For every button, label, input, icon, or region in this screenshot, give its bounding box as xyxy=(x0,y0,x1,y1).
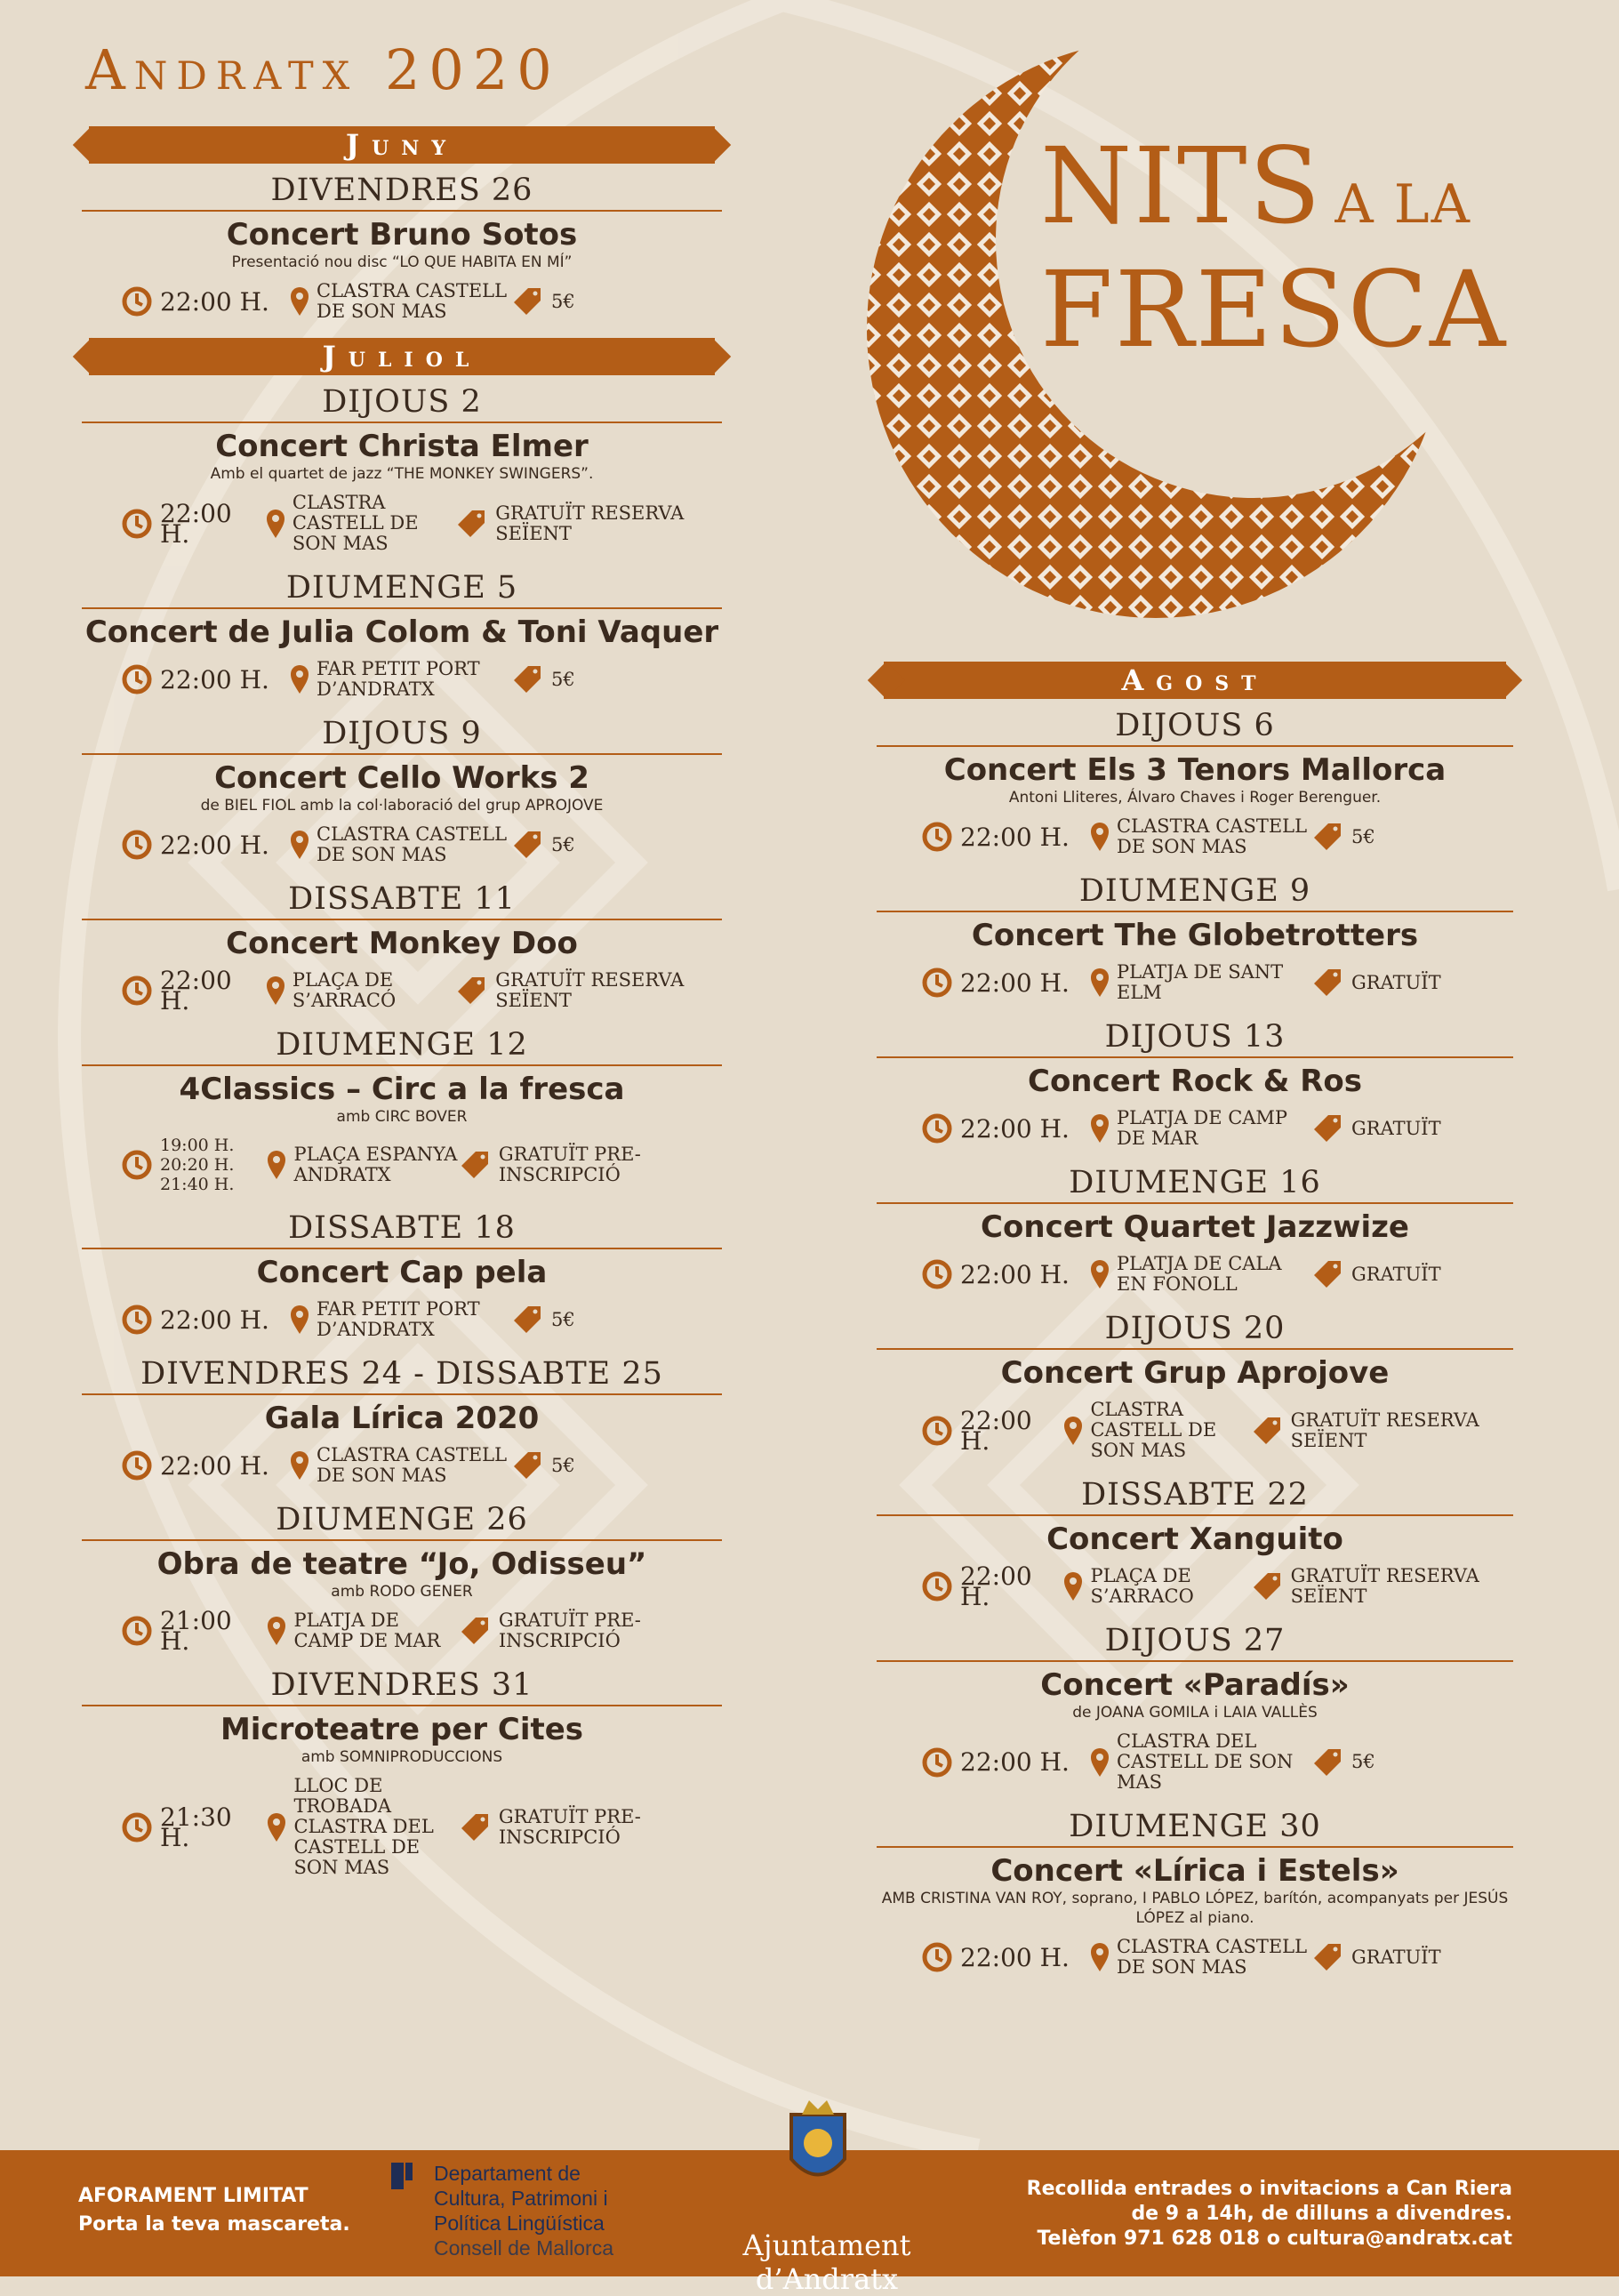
event-place: CLASTRA CASTELL DE SON MAS xyxy=(1090,1399,1217,1461)
event-entry xyxy=(82,173,722,322)
clock-icon xyxy=(921,1415,953,1447)
event-place: PLAÇA DE S’ARRACO xyxy=(1090,1565,1194,1607)
event-date: DIJOUS 20 xyxy=(877,1311,1513,1350)
event-date: DIJOUS 9 xyxy=(82,716,722,755)
event-time: 22:00 H. xyxy=(960,1259,1070,1289)
event-subtitle: AMB CRISTINA VAN ROY, soprano, I PABLO LÓPEZ, barítón, acompanyats per JESÚS LÓPEZ al piano. xyxy=(881,1890,1509,1927)
location-pin-icon xyxy=(1063,1571,1083,1602)
event-details xyxy=(82,1606,722,1656)
event-details xyxy=(877,1561,1513,1611)
event-name: Concert Xanguito xyxy=(1046,1521,1343,1557)
location-pin-icon xyxy=(1090,1942,1110,1972)
clock-icon xyxy=(921,1112,953,1144)
tag-icon xyxy=(460,1616,492,1646)
tag-icon xyxy=(512,830,544,860)
event-date: DIUMENGE 26 xyxy=(82,1502,722,1541)
event-place: LLOC DE TROBADA CLASTRA DEL CASTELL DE SON MAS xyxy=(293,1775,434,1878)
dept-line-3: Política Lingüística xyxy=(434,2212,605,2235)
event-date: DIUMENGE 5 xyxy=(82,570,722,609)
event-details xyxy=(82,824,722,865)
event-entry xyxy=(82,384,722,554)
event-place: CLASTRA DEL CASTELL DE SON MAS xyxy=(1117,1730,1294,1793)
event-name: Concert «Paradís» xyxy=(1040,1667,1350,1703)
tag-icon xyxy=(1312,1113,1344,1144)
event-place: PLATJA DE SANT ELM xyxy=(1117,961,1284,1003)
event-price: 5€ xyxy=(551,290,575,312)
brand-word-nits: NITS xyxy=(1040,124,1323,247)
event-details xyxy=(82,281,722,322)
tag-icon xyxy=(512,664,544,694)
event-time: 22:00 H. xyxy=(960,1942,1070,1972)
event-price: GRATUÏT RESERVA SEÏENT xyxy=(495,969,685,1011)
month-banner: Juliol xyxy=(89,338,715,375)
left-column-program xyxy=(82,126,722,1894)
ajuntament-name: Ajuntament d’Andratx xyxy=(742,2228,911,2296)
clock-icon xyxy=(921,1258,953,1290)
event-date: DIVENDRES 26 xyxy=(82,173,722,212)
event-name: Concert «Lírica i Estels» xyxy=(990,1853,1399,1889)
month-banner: Juny xyxy=(89,126,715,164)
event-entry xyxy=(877,1809,1513,1978)
event-date: DIJOUS 6 xyxy=(877,708,1513,747)
event-date: DISSABTE 11 xyxy=(82,881,722,920)
location-pin-icon xyxy=(1090,967,1110,998)
event-entry xyxy=(877,1623,1513,1793)
event-name: Concert The Globetrotters xyxy=(971,918,1419,953)
clock-icon xyxy=(921,1941,953,1973)
event-name: Concert Bruno Sotos xyxy=(226,217,578,253)
event-time: 22:00 H. xyxy=(160,830,269,860)
event-details xyxy=(82,659,722,700)
event-details xyxy=(877,816,1513,857)
event-name: Concert de Julia Colom & Toni Vaquer xyxy=(84,614,719,650)
event-entry xyxy=(877,873,1513,1003)
event-subtitle: de BIEL FIOL amb la col·laboració del grup APROJOVE xyxy=(200,797,604,815)
event-time: 22:00 H. xyxy=(160,1450,269,1481)
event-name: 4Classics – Circ a la fresca xyxy=(179,1072,625,1107)
tickets-line-3: Telèfon 971 628 018 o cultura@andratx.cat xyxy=(1037,2228,1512,2250)
event-price: GRATUÏT RESERVA SEÏENT xyxy=(1290,1565,1479,1607)
location-pin-icon xyxy=(1090,1259,1110,1289)
location-pin-icon xyxy=(290,664,309,694)
event-price: 5€ xyxy=(551,1308,575,1330)
event-date: DIUMENGE 9 xyxy=(877,873,1513,912)
tag-icon xyxy=(460,1812,492,1842)
tag-icon xyxy=(460,1150,492,1180)
event-price: GRATUÏT xyxy=(1351,1946,1441,1968)
event-entry xyxy=(82,716,722,865)
event-details xyxy=(82,966,722,1016)
event-time: 22:00 H. xyxy=(160,664,269,694)
event-place: PLAÇA DE S’ARRACÓ xyxy=(292,969,397,1011)
event-time: 22:00 H. xyxy=(960,822,1070,852)
tag-icon xyxy=(1312,967,1344,998)
event-price: 5€ xyxy=(551,668,575,690)
capacity-limit-text: AFORAMENT LIMITAT xyxy=(78,2185,309,2207)
event-price: GRATUÏT RESERVA SEÏENT xyxy=(1290,1409,1479,1451)
event-details xyxy=(877,962,1513,1003)
event-entry xyxy=(82,1027,722,1194)
clock-icon xyxy=(921,967,953,999)
clock-icon xyxy=(121,508,153,540)
tag-icon xyxy=(1312,1942,1344,1972)
clock-icon xyxy=(921,1570,953,1602)
right-column-program xyxy=(877,662,1513,1994)
clock-icon xyxy=(121,1449,153,1481)
clock-icon xyxy=(921,821,953,853)
tag-icon xyxy=(512,1305,544,1335)
event-price: GRATUÏT PRE-INSCRIPCIÓ xyxy=(498,1805,641,1848)
event-name: Concert Christa Elmer xyxy=(215,429,589,464)
location-pin-icon xyxy=(290,1450,309,1481)
event-entry xyxy=(82,570,722,700)
event-price: GRATUÏT xyxy=(1351,1263,1441,1285)
event-place: CLASTRA CASTELL DE SON MAS xyxy=(1117,815,1308,857)
event-place: CLASTRA CASTELL DE SON MAS xyxy=(317,823,508,865)
event-time: 22:00 H. xyxy=(160,498,232,549)
event-time: 22:00 H. xyxy=(960,1747,1070,1777)
page-title: Andratx 2020 xyxy=(85,37,561,102)
location-pin-icon xyxy=(1090,822,1110,852)
event-name: Concert Rock & Ros xyxy=(1028,1064,1362,1099)
event-date: DIUMENGE 16 xyxy=(877,1165,1513,1204)
event-price: 5€ xyxy=(551,833,575,855)
tickets-info xyxy=(1027,2177,1512,2252)
event-place: CLASTRA CASTELL DE SON MAS xyxy=(1117,1936,1308,1978)
clock-icon xyxy=(121,663,153,695)
event-name: Concert Cap pela xyxy=(256,1255,548,1290)
event-date: DIUMENGE 12 xyxy=(82,1027,722,1066)
event-name: Concert Monkey Doo xyxy=(226,926,578,961)
event-entry xyxy=(877,1311,1513,1461)
clock-icon xyxy=(121,1149,153,1181)
location-pin-icon xyxy=(267,1616,286,1646)
event-price: GRATUÏT xyxy=(1351,971,1441,993)
dept-line-2: Cultura, Patrimoni i xyxy=(434,2187,608,2210)
location-pin-icon xyxy=(290,830,309,860)
location-pin-icon xyxy=(1090,1747,1110,1778)
event-place: FAR PETIT PORT D’ANDRATX xyxy=(317,658,480,700)
event-brand-title xyxy=(1040,124,1508,371)
event-name: Microteatre per Cites xyxy=(220,1712,584,1747)
footer-notice xyxy=(78,2182,350,2239)
event-price: GRATUÏT xyxy=(1351,1117,1441,1139)
event-entry xyxy=(877,1165,1513,1295)
brand-word-a-la: A LA xyxy=(1334,173,1471,236)
dept-line-1: Departament de xyxy=(434,2162,581,2185)
event-entry xyxy=(877,1019,1513,1149)
event-time: 22:00 H. xyxy=(960,1113,1070,1144)
event-place: FAR PETIT PORT D’ANDRATX xyxy=(317,1298,480,1340)
month-banner: Agost xyxy=(884,662,1506,699)
event-price: 5€ xyxy=(1351,1751,1375,1772)
andratx-coat-of-arms-icon xyxy=(782,2097,854,2195)
clock-icon xyxy=(121,1811,153,1843)
event-subtitle: Antoni Lliteres, Álvaro Chaves i Roger Berenguer. xyxy=(1008,789,1382,807)
event-time: 22:00 H. xyxy=(160,286,269,317)
event-date: DIJOUS 13 xyxy=(877,1019,1513,1058)
location-pin-icon xyxy=(290,1305,309,1335)
event-price: GRATUÏT PRE-INSCRIPCIÓ xyxy=(498,1610,641,1651)
event-subtitle: Amb el quartet de jazz “THE MONKEY SWINGERS”. xyxy=(210,465,594,483)
dept-line-4: Consell de Mallorca xyxy=(434,2236,613,2260)
event-name: Concert Cello Works 2 xyxy=(214,760,589,796)
event-place: CLASTRA CASTELL DE SON MAS xyxy=(292,492,419,554)
event-details xyxy=(877,1937,1513,1978)
event-date: DIJOUS 27 xyxy=(877,1623,1513,1662)
event-entry xyxy=(82,1667,722,1878)
event-place: PLAÇA ESPANYA ANDRATX xyxy=(293,1144,458,1185)
clock-icon xyxy=(121,285,153,317)
event-price: 5€ xyxy=(1351,825,1375,847)
mask-notice-text: Porta la teva mascareta. xyxy=(78,2213,350,2236)
event-subtitle: amb SOMNIPRODUCCIONS xyxy=(301,1748,503,1766)
event-subtitle: Presentació nou disc “LO QUE HABITA EN MÍ” xyxy=(231,253,573,271)
location-pin-icon xyxy=(267,1812,286,1842)
clock-icon xyxy=(121,975,153,1007)
event-time: 19:00 H. 20:20 H. 21:40 H. xyxy=(160,1136,235,1194)
tag-icon xyxy=(456,975,488,1006)
event-time: 22:00 H. xyxy=(960,1561,1032,1611)
event-subtitle: amb RODO GENER xyxy=(331,1583,473,1601)
event-name: Concert Grup Aprojove xyxy=(1000,1355,1390,1391)
event-name: Concert Els 3 Tenors Mallorca xyxy=(943,752,1447,788)
event-price: 5€ xyxy=(551,1454,575,1476)
tag-icon xyxy=(1252,1571,1284,1602)
event-date: DIVENDRES 24 - DISSABTE 25 xyxy=(82,1356,722,1395)
location-pin-icon xyxy=(267,1150,286,1180)
event-name: Concert Quartet Jazzwize xyxy=(981,1209,1409,1245)
consell-mallorca-icon xyxy=(391,2163,421,2193)
event-date: DIUMENGE 30 xyxy=(877,1809,1513,1848)
event-time: 22:00 H. xyxy=(160,966,232,1016)
location-pin-icon xyxy=(266,509,285,539)
consell-logo xyxy=(391,2163,421,2196)
event-time: 21:00 H. xyxy=(160,1606,232,1656)
event-details xyxy=(82,1136,722,1194)
event-details xyxy=(877,1400,1513,1461)
event-subtitle: de JOANA GOMILA i LAIA VALLÈS xyxy=(1072,1704,1318,1722)
event-price: GRATUÏT RESERVA SEÏENT xyxy=(495,502,685,544)
event-entry xyxy=(82,1356,722,1486)
event-date: DISSABTE 18 xyxy=(82,1210,722,1249)
event-time: 22:00 H. xyxy=(160,1305,269,1335)
event-entry xyxy=(877,708,1513,857)
event-place: CLASTRA CASTELL DE SON MAS xyxy=(317,1444,508,1486)
tag-icon xyxy=(512,286,544,317)
event-details xyxy=(82,493,722,554)
event-time: 22:00 H. xyxy=(960,967,1070,998)
tickets-line-1: Recollida entrades o invitacions a Can Riera xyxy=(1026,2178,1512,2200)
event-details xyxy=(877,1731,1513,1793)
event-entry xyxy=(82,1210,722,1340)
location-pin-icon xyxy=(1063,1416,1083,1446)
event-time: 22:00 H. xyxy=(960,1405,1032,1456)
event-place: CLASTRA CASTELL DE SON MAS xyxy=(317,280,508,322)
tag-icon xyxy=(1312,822,1344,852)
tickets-line-2: de 9 a 14h, de dilluns a divendres. xyxy=(1131,2203,1512,2225)
event-date: DISSABTE 22 xyxy=(877,1477,1513,1516)
event-subtitle: amb CIRC BOVER xyxy=(336,1108,468,1126)
event-details xyxy=(82,1776,722,1878)
event-place: PLATJA DE CAMP DE MAR xyxy=(1117,1107,1288,1149)
clock-icon xyxy=(921,1746,953,1778)
event-entry xyxy=(82,1502,722,1656)
brand-word-fresca: FRESCA xyxy=(1040,248,1508,371)
event-price: GRATUÏT PRE-INSCRIPCIÓ xyxy=(498,1144,641,1185)
location-pin-icon xyxy=(290,286,309,317)
clock-icon xyxy=(121,1304,153,1336)
tag-icon xyxy=(1252,1416,1284,1446)
event-date: DIVENDRES 31 xyxy=(82,1667,722,1706)
tag-icon xyxy=(512,1450,544,1481)
event-entry xyxy=(877,1477,1513,1611)
location-pin-icon xyxy=(266,975,285,1006)
clock-icon xyxy=(121,1615,153,1647)
footer xyxy=(0,2150,1619,2296)
tag-icon xyxy=(1312,1747,1344,1778)
tag-icon xyxy=(456,509,488,539)
event-details xyxy=(877,1254,1513,1295)
event-details xyxy=(877,1108,1513,1149)
event-name: Obra de teatre “Jo, Odisseu” xyxy=(156,1546,647,1582)
event-entry xyxy=(82,881,722,1016)
department-text xyxy=(434,2161,613,2260)
event-place: PLATJA DE CALA EN FONOLL xyxy=(1117,1253,1282,1295)
event-details xyxy=(82,1299,722,1340)
clock-icon xyxy=(121,829,153,861)
location-pin-icon xyxy=(1090,1113,1110,1144)
tag-icon xyxy=(1312,1259,1344,1289)
event-name: Gala Lírica 2020 xyxy=(264,1401,540,1436)
event-time: 21:30 H. xyxy=(160,1802,232,1852)
event-place: PLATJA DE CAMP DE MAR xyxy=(293,1610,441,1651)
event-date: DIJOUS 2 xyxy=(82,384,722,423)
event-details xyxy=(82,1445,722,1486)
